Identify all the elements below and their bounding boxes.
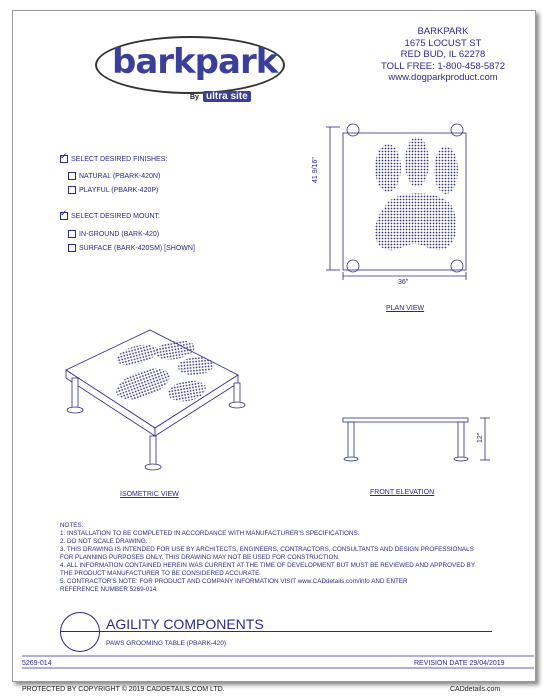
front-elevation (343, 418, 490, 461)
company-name: BARKPARK (417, 26, 469, 37)
finish-option-playful: PLAYFUL (PBARK-420P) (68, 186, 158, 194)
note-5a: 5. CONTRACTOR'S NOTE: FOR PRODUCT AND COMPANY INFORMATION VISIT www.CADdetails.com/info AND ENTER (60, 578, 408, 585)
title-circle-icon (60, 612, 100, 652)
finishes-heading: ✓SELECT DESIRED FINISHES: (60, 155, 167, 163)
company-phone: TOLL FREE: 1-800-458-5872 (380, 60, 506, 72)
ultra-site-logo: ultra site (203, 91, 251, 102)
isometric-view (66, 330, 245, 470)
note-3b: FOR PLANNING PURPOSES ONLY. THIS DRAWING MAY NOT BE USED FOR CONSTRUCTION. (60, 554, 340, 561)
note-4b: THE PRODUCT MANUFACTURER TO BE CONSIDERED ACCURATE. (60, 570, 262, 577)
note-4a: 4. ALL INFORMATION CONTAINED HEREIN WAS CURRENT AT THE TIME OF DEVELOPMENT BUT MUST BE REVIEWED AND APPROVED BY (60, 562, 476, 569)
company-address: 1675 LOCUST ST (404, 37, 482, 49)
plan-view-label: PLAN VIEW (386, 305, 425, 312)
note-1: 1. INSTALLATION TO BE COMPLETED IN ACCORDANCE WITH MANUFACTURER'S SPECIFICATIONS. (60, 530, 360, 537)
drawing-subtitle: PAWS GROOMING TABLE (PBARK-420) (106, 640, 227, 647)
front-elevation-label: FRONT ELEVATION (370, 489, 435, 496)
copyright-text: PROTECTED BY COPYRIGHT © 2019 CADDETAILS.COM LTD. (22, 686, 225, 693)
company-website[interactable]: www.dogparkproduct.com (388, 72, 498, 83)
reference-number: 5269-014 (22, 660, 52, 667)
front-height-dimension: 12" (477, 432, 484, 443)
mount-heading: ✓SELECT DESIRED MOUNT: (60, 212, 160, 220)
notes-section (60, 522, 500, 594)
plan-height-dimension: 41 9/16" (312, 157, 319, 183)
logo-by: By (190, 94, 199, 101)
company-city: RED BUD, IL 62278 (400, 49, 486, 60)
mount-option-inground: IN-GROUND (BARK-420) (68, 230, 159, 238)
isometric-view-label: ISOMETRIC VIEW (120, 491, 179, 498)
notes-heading: NOTES: (60, 522, 84, 529)
note-5b: REFERENCE NUMBER 5269-014 (60, 586, 157, 593)
revision-date: REVISION DATE 29/04/2019 (414, 660, 505, 667)
note-2: 2. DO NOT SCALE DRAWING. (60, 538, 148, 545)
mount-option-surface: SURFACE (BARK-420SM) [SHOWN] (68, 244, 195, 252)
finish-option-natural: NATURAL (PBARK-420N) (68, 172, 160, 180)
caddetails-link[interactable]: CADdetails.com (450, 686, 501, 693)
plan-width-dimension: 36" (398, 279, 409, 286)
plan-view (326, 124, 466, 280)
note-3a: 3. THIS DRAWING IS INTENDED FOR USE BY ARCHITECTS, ENGINEERS, CONTRACTORS, CONSULTANTS AND DESIGN PROFESSIONALS (60, 546, 474, 553)
drawing-title: AGILITY COMPONENTS (106, 616, 264, 632)
logo-text: barkpark (112, 42, 278, 82)
